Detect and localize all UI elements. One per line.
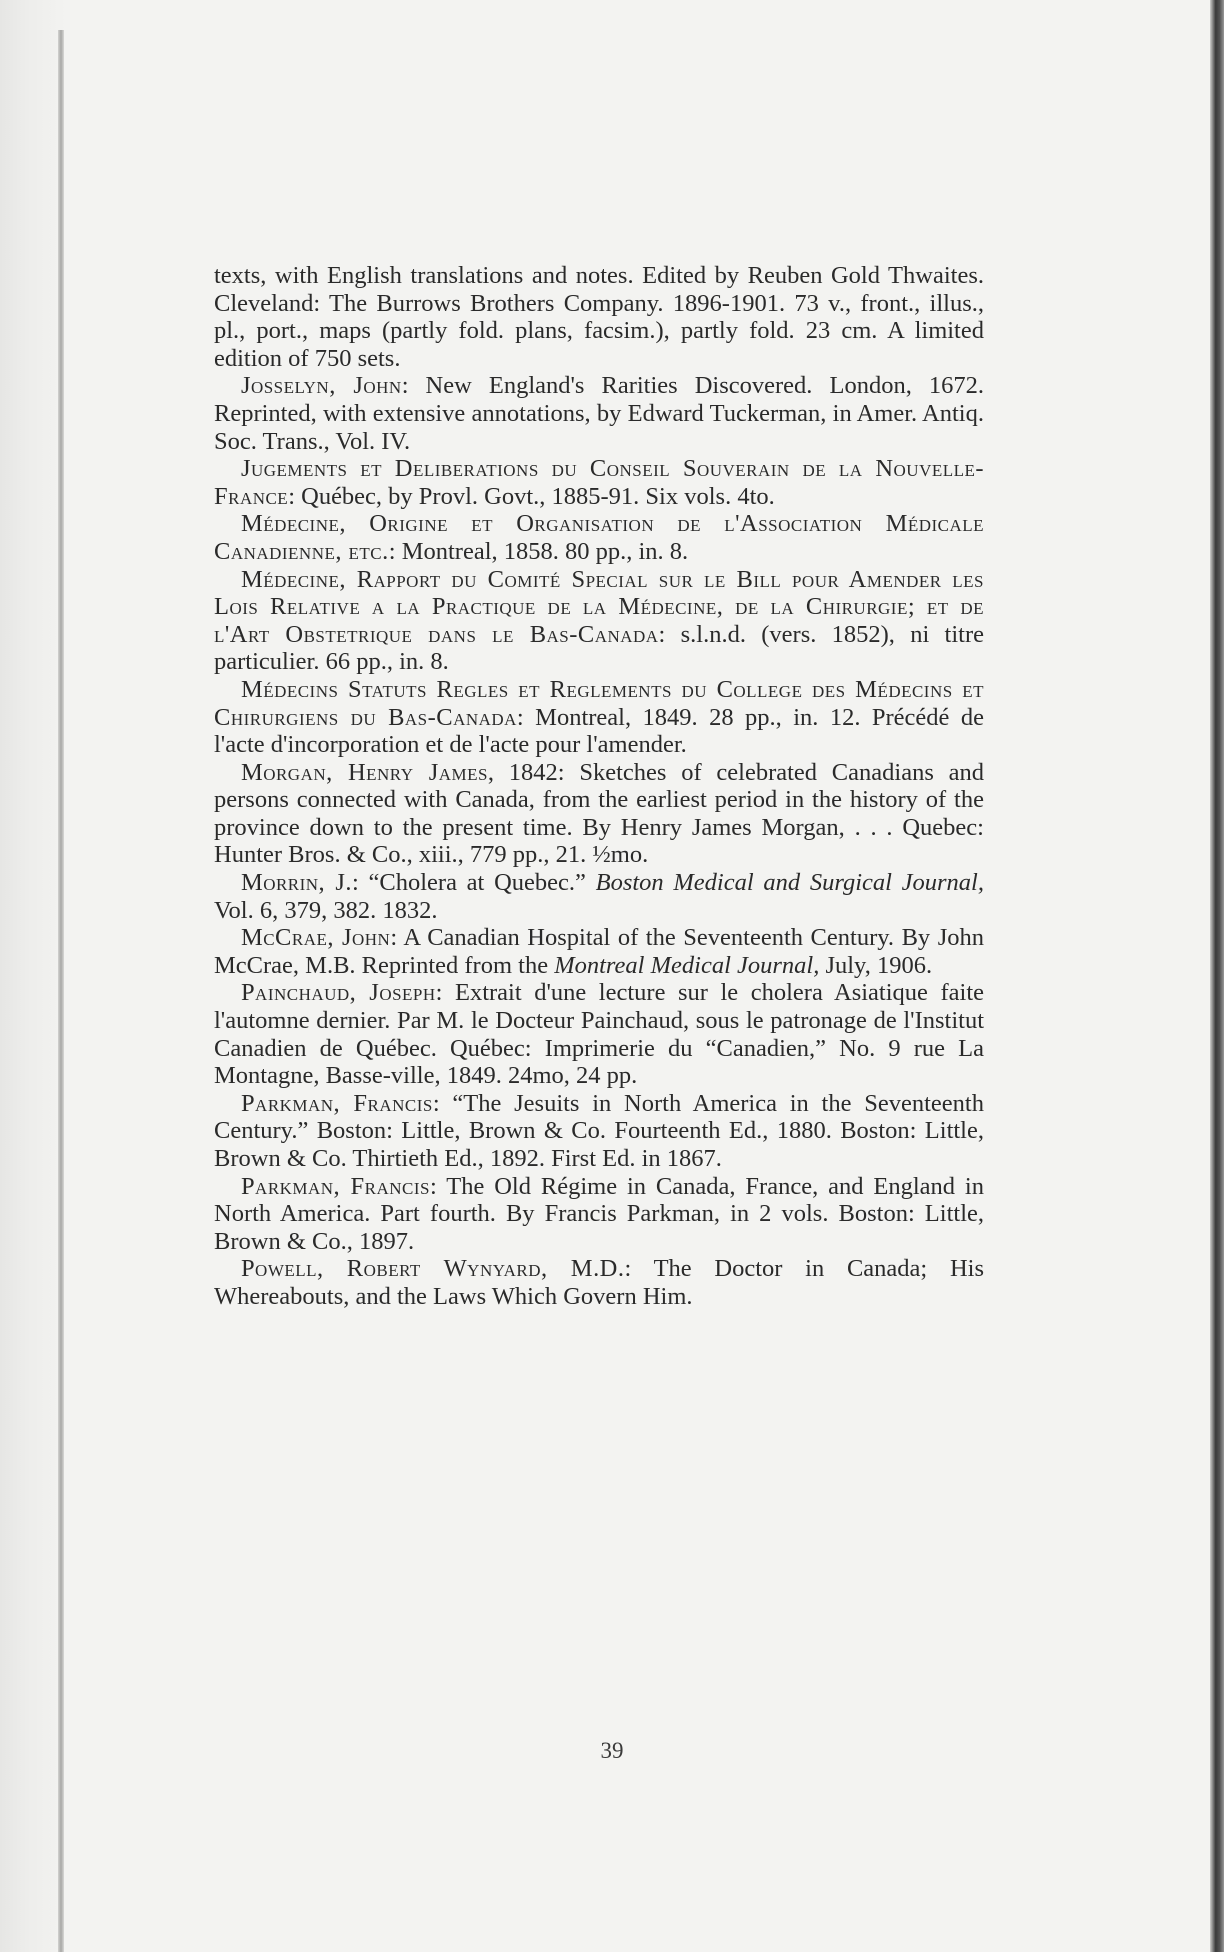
entry-body: : s.l.n.d. (vers. 1852), ni titre particulier. 66 pp., in. 8. [214,620,984,676]
entry-josselyn [214,372,984,455]
entry-body: : New England's Rarities Discovered. London, 1672. Reprinted, with extensive annotations, by Edward Tuckerman, in Amer. Antiq. Soc. Trans., Vol. IV. [214,372,984,455]
entry-heading: Morgan, Henry James [240,758,488,786]
entry-body: : Montreal, 1849. 28 pp., in. 12. Précédé de l'acte d'incorporation et de l'acte pour l'amender. [214,703,984,759]
entry-body: : Montreal, 1858. 80 pp., in. 8. [388,537,689,565]
entry-heading: Josselyn, John [240,372,402,400]
page-number: 39 [600,1738,624,1763]
entry-heading: Médecine, Rapport du Comité Special sur le Bill pour Amender les Lois Relative a la Practique de la Médecine, de la Chirurgie; et de l'Art Obstetrique dans le Bas-Canada [214,565,984,648]
entry-continuation: texts, with English translations and notes. Edited by Reuben Gold Thwaites. Cleveland: The Burrows Brothers Company. 1896-1901. 73 v., front., illus., pl., port., maps (partly fold. plans, facsim.), partly fold. 23 cm. A limited edition of 750 sets. [214,262,984,372]
entry-body-tail: July, 1906. [819,951,933,979]
entry-body: : “The Jesuits in North America in the Seventeenth Century.” Boston: Little, Brown & Co. Fourteenth Ed., 1880. Boston: Little, Brown & Co. Thirtieth Ed., 1892. First Ed. in 1867. [214,1089,984,1172]
entry-medecins-statuts [214,676,984,759]
entry-heading: Jugements et Deliberations du Conseil Souverain de la Nouvelle-France [214,455,984,510]
entry-heading: Parkman, Francis [240,1089,433,1117]
entry-heading: Morrin, J. [240,869,353,897]
entry-body: : A Canadian Hospital of the Seventeenth Century. By John McCrae, M.B. Reprinted from the [214,924,984,979]
journal-title: Boston Medical and Surgical Journal, [595,869,984,897]
entry-medecine-rapport [214,566,984,676]
entry-parkman-old-regime [214,1173,984,1256]
entry-parkman-jesuits [214,1090,984,1173]
entry-heading: McCrae, John [240,924,391,952]
entry-body: , 1842: Sketches of celebrated Canadians and persons connected with Canada, from the earliest period in the history of the province down to the present time. By Henry James Morgan, . . . Quebec: Hunter Bros. & Co., xiii., 779 pp., 21. ½mo. [214,758,984,869]
entry-heading: Médecins Statuts Regles et Reglements du College des Médecins et Chirurgiens du Bas-Canada [214,675,984,731]
entry-body: : Québec, by Provl. Govt., 1885-91. Six vols. 4to. [288,482,775,510]
entry-medecine-origine [214,510,984,565]
entry-morgan [214,759,984,869]
journal-title: Montreal Medical Journal, [554,951,820,979]
entry-powell [214,1255,984,1310]
entry-painchaud [214,979,984,1089]
page-right-edge [1210,0,1224,1952]
entry-mccrae [214,924,984,979]
entry-morrin [214,869,984,924]
page-gutter-shadow [0,0,66,1952]
bibliography-text [214,262,984,1311]
entry-body: : The Doctor in Canada; His Whereabouts, and the Laws Which Govern Him. [214,1255,984,1310]
entry-heading: Médecine, Origine et Organisation de l'Association Médicale Canadienne, etc. [214,510,984,565]
entry-heading: Painchaud, Joseph [240,979,436,1007]
entry-body: : Extrait d'une lecture sur le cholera Asiatique faite l'automne dernier. Par M. le Docteur Painchaud, sous le patronage de l'Institut Canadien de Québec. Québec: Imprimerie du “Canadien,” No. 9 rue La Montagne, Basse-ville, 1849. 24mo, 24 pp. [214,979,984,1090]
entry-heading: Powell, Robert Wynyard, M.D. [240,1255,625,1283]
entry-body-tail: Vol. 6, 379, 382. 1832. [214,896,438,924]
entry-body: : The Old Régime in Canada, France, and England in North America. Part fourth. By Francis Parkman, in 2 vols. Boston: Little, Brown & Co., 1897. [214,1172,984,1255]
entry-jugements [214,455,984,510]
entry-body: : “Cholera at Quebec.” [352,869,596,897]
entry-heading: Parkman, Francis [240,1172,430,1200]
page-binding-edge [58,30,64,1952]
